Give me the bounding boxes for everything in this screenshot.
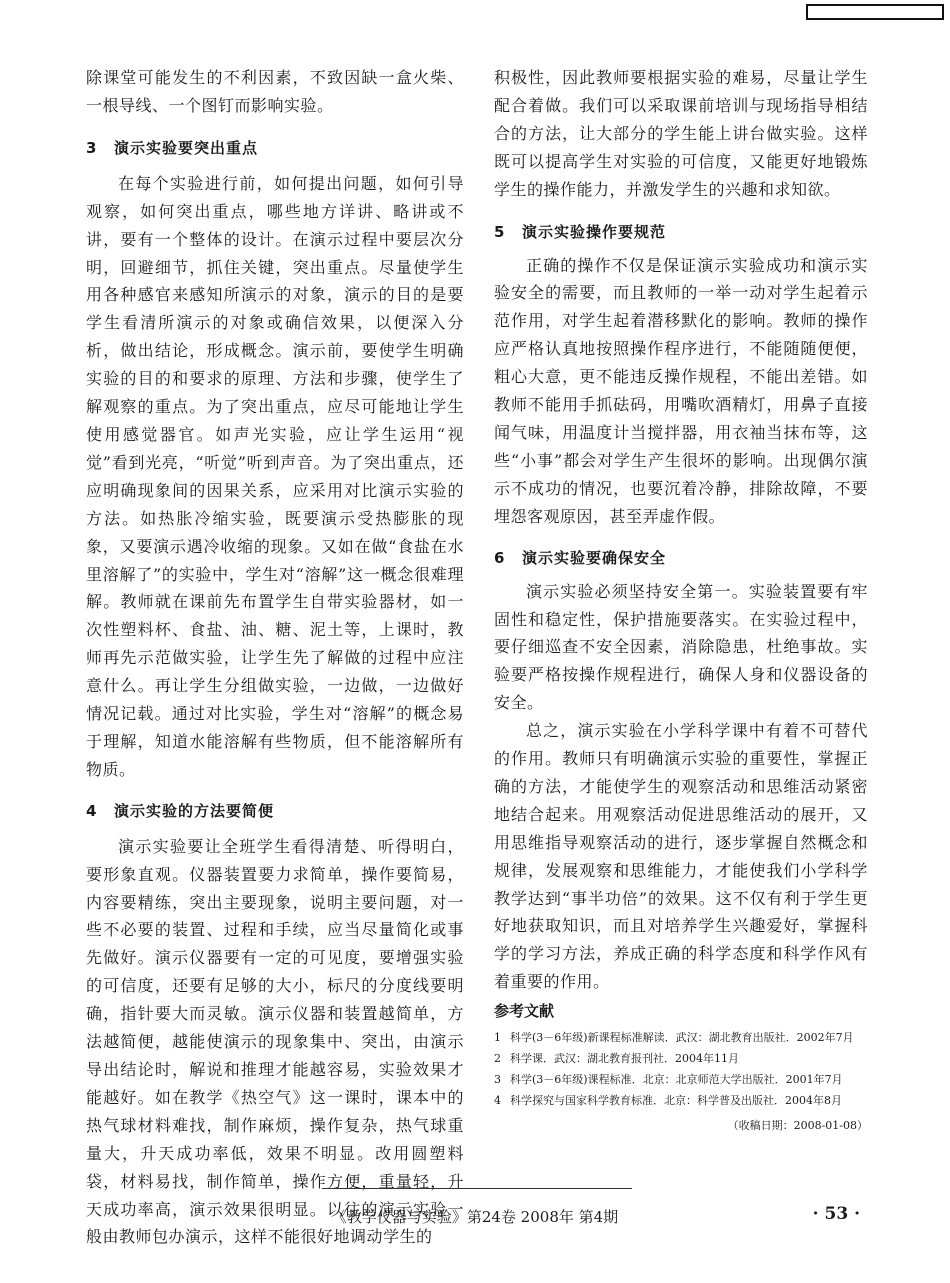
reference-text: 科学课．武汉：湖北教育报刊社．2004年11月 — [510, 1052, 739, 1066]
section-6-paragraph-2: 总之，演示实验在小学科学课中有着不可替代的作用。教师只有明确演示实验的重要性，掌握正确的方法，才能使学生的观察活动和思维活动紧密地结合起来。用观察活动促进思维活动的展开，又用思维指导观察活动的进行，逐步掌握自然概念和规律，发展观察和思维能力，才能使我们小学科学教学达到“事半功倍”的效果。这不仅有利于学生更好地获取知识，而且对培养学生兴趣爱好，掌握科学的学习方法，养成正确的科学态度和科学作风有着重要的作用。 — [494, 721, 868, 992]
section-6-heading — [494, 547, 868, 568]
section-3-paragraph: 在每个实验进行前，如何提出问题，如何引导观察，如何突出重点，哪些地方详讲、略讲或不讲，要有一个整体的设计。在演示过程中要层次分明，回避细节，抓住关键，突出重点。尽量使学生用各种感官来感知所演示的对象，演示的目的是要学生看清所演示的对象或确信效果，以便深入分析，做出结论，形成概念。演示前，要使学生明确实验的目的和要求的原理、方法和步骤，使学生了解观察的重点。为了突出重点，应尽可能地让学生使用感觉器官。如声光实验，应让学生运用“视觉”看到光亮，“听觉”听到声音。为了突出重点，还应明确现象间的因果关系，应采用对比演示实验的方法。如热胀冷缩实验，既要演示受热膨胀的现象，又要演示遇冷收缩的现象。又如在做“食盐在水里溶解了”的实验中，学生对“溶解”这一概念很难理解。教师就在课前先布置学生自带实验器材，如一次性塑料杯、食盐、油、糖、泥土等，上课时，教师再先示范做实验，让学生先了解做的过程中应注意什么。再让学生分组做实验，一边做，一边做好情况记载。通过对比实验，学生对“溶解”的概念易于理解，知道水能溶解有些物质，但不能溶解所有物质。 — [86, 173, 464, 779]
reference-number: 4 — [494, 1094, 501, 1108]
paragraph-intro: 除课堂可能发生的不利因素，不致因缺一盒火柴、一根导线、一个图钉而影响实验。 — [86, 68, 464, 115]
section-6-paragraph-1: 演示实验必须坚持安全第一。实验装置要有牢固性和稳定性，保护措施要落实。在实验过程中，要仔细巡查不安全因素，消除隐患，杜绝事故。实验要严格按操作规程进行，确保人身和仪器设备的安全。 — [494, 581, 868, 713]
reference-number: 3 — [494, 1073, 501, 1087]
reference-text: 科学(3－6年级)新课程标准解读．武汉：湖北教育出版社．2002年7月 — [510, 1031, 854, 1045]
section-4-heading — [86, 800, 464, 821]
section-4-paragraph: 演示实验要让全班学生看得清楚、听得明白，要形象直观。仪器装置要力求简单，操作要简易，内容要精练，突出主要现象，说明主要问题，对一些不必要的装置、过程和手续，应当尽量简化或事先做好。演示仪器要有一定的可见度，要增强实验的可信度，还要有足够的大小，标尺的分度线要明确，指针要大而灵敏。演示仪器和装置越简单，方法越简便，越能使演示的现象集中、突出，由演示导出结论时，解说和推理才能越容易，实验效果才能越好。如在教学《热空气》这一课时，课本中的热气球材料难找，制作麻烦，操作复杂，热气球重量大，升天成功率低，效果不明显。改用圆塑料袋，材料易找，制作简单，操作方便，重量轻，升天成功率高，演示效果很明显。以往的演示实验一般由教师包办演示，这样不能很好地调动学生的 — [86, 836, 464, 1247]
right-column — [494, 64, 868, 1133]
section-4-title: 演示实验的方法要简便 — [114, 801, 275, 820]
left-column — [86, 64, 464, 1251]
section-3-title: 演示实验要突出重点 — [114, 138, 259, 157]
footer-divider — [322, 1188, 632, 1189]
section-5-number: 5 — [494, 222, 506, 241]
reference-item — [494, 1048, 868, 1069]
section-5-paragraph: 正确的操作不仅是保证演示实验成功和演示实验安全的需要，而且教师的一举一动对学生起着示范作用，对学生起着潜移默化的影响。教师的操作应严格认真地按照操作程序进行，不能随随便便，粗心大意，更不能违反操作规程，不能出差错。如教师不能用手抓砝码，用嘴吹酒精灯，用鼻子直接闻气味，用温度计当搅拌器，用衣袖当抹布等，这些“小事”都会对学生产生很坏的影响。出现偶尔演示不成功的情况，也要沉着冷静，排除故障，不要埋怨客观原因，甚至弄虚作假。 — [494, 255, 868, 526]
reference-text: 科学(3－6年级)课程标准．北京：北京师范大学出版社．2001年7月 — [510, 1073, 843, 1087]
section-3-number: 3 — [86, 138, 98, 157]
section-6-title: 演示实验要确保安全 — [522, 548, 667, 567]
section-4-number: 4 — [86, 801, 98, 820]
references-list — [494, 1027, 868, 1111]
reference-item — [494, 1027, 868, 1048]
corner-box — [806, 4, 944, 20]
reference-number: 2 — [494, 1052, 501, 1066]
references-title: 参考文献 — [494, 1002, 555, 1021]
footer-journal-info: 《教学仪器与实验》第24卷 2008年 第4期 — [331, 1208, 619, 1226]
section-3-heading — [86, 137, 464, 158]
received-date: （收稿日期：2008-01-08） — [727, 1119, 868, 1133]
section-5-heading — [494, 221, 868, 242]
reference-item — [494, 1090, 868, 1111]
section-6-number: 6 — [494, 548, 506, 567]
page-number: · 53 · — [812, 1204, 860, 1224]
reference-text: 科学探究与国家科学教育标准．北京：科学普及出版社．2004年8月 — [510, 1094, 842, 1108]
paragraph-continued: 积极性，因此教师要根据实验的难易，尽量让学生配合着做。我们可以采取课前培训与现场指导相结合的方法，让大部分的学生能上讲台做实验。这样既可以提高学生对实验的可信度，又能更好地锻炼学生的操作能力，并激发学生的兴趣和求知欲。 — [494, 68, 868, 199]
reference-number: 1 — [494, 1031, 501, 1045]
reference-item — [494, 1069, 868, 1090]
section-5-title: 演示实验操作要规范 — [522, 222, 667, 241]
